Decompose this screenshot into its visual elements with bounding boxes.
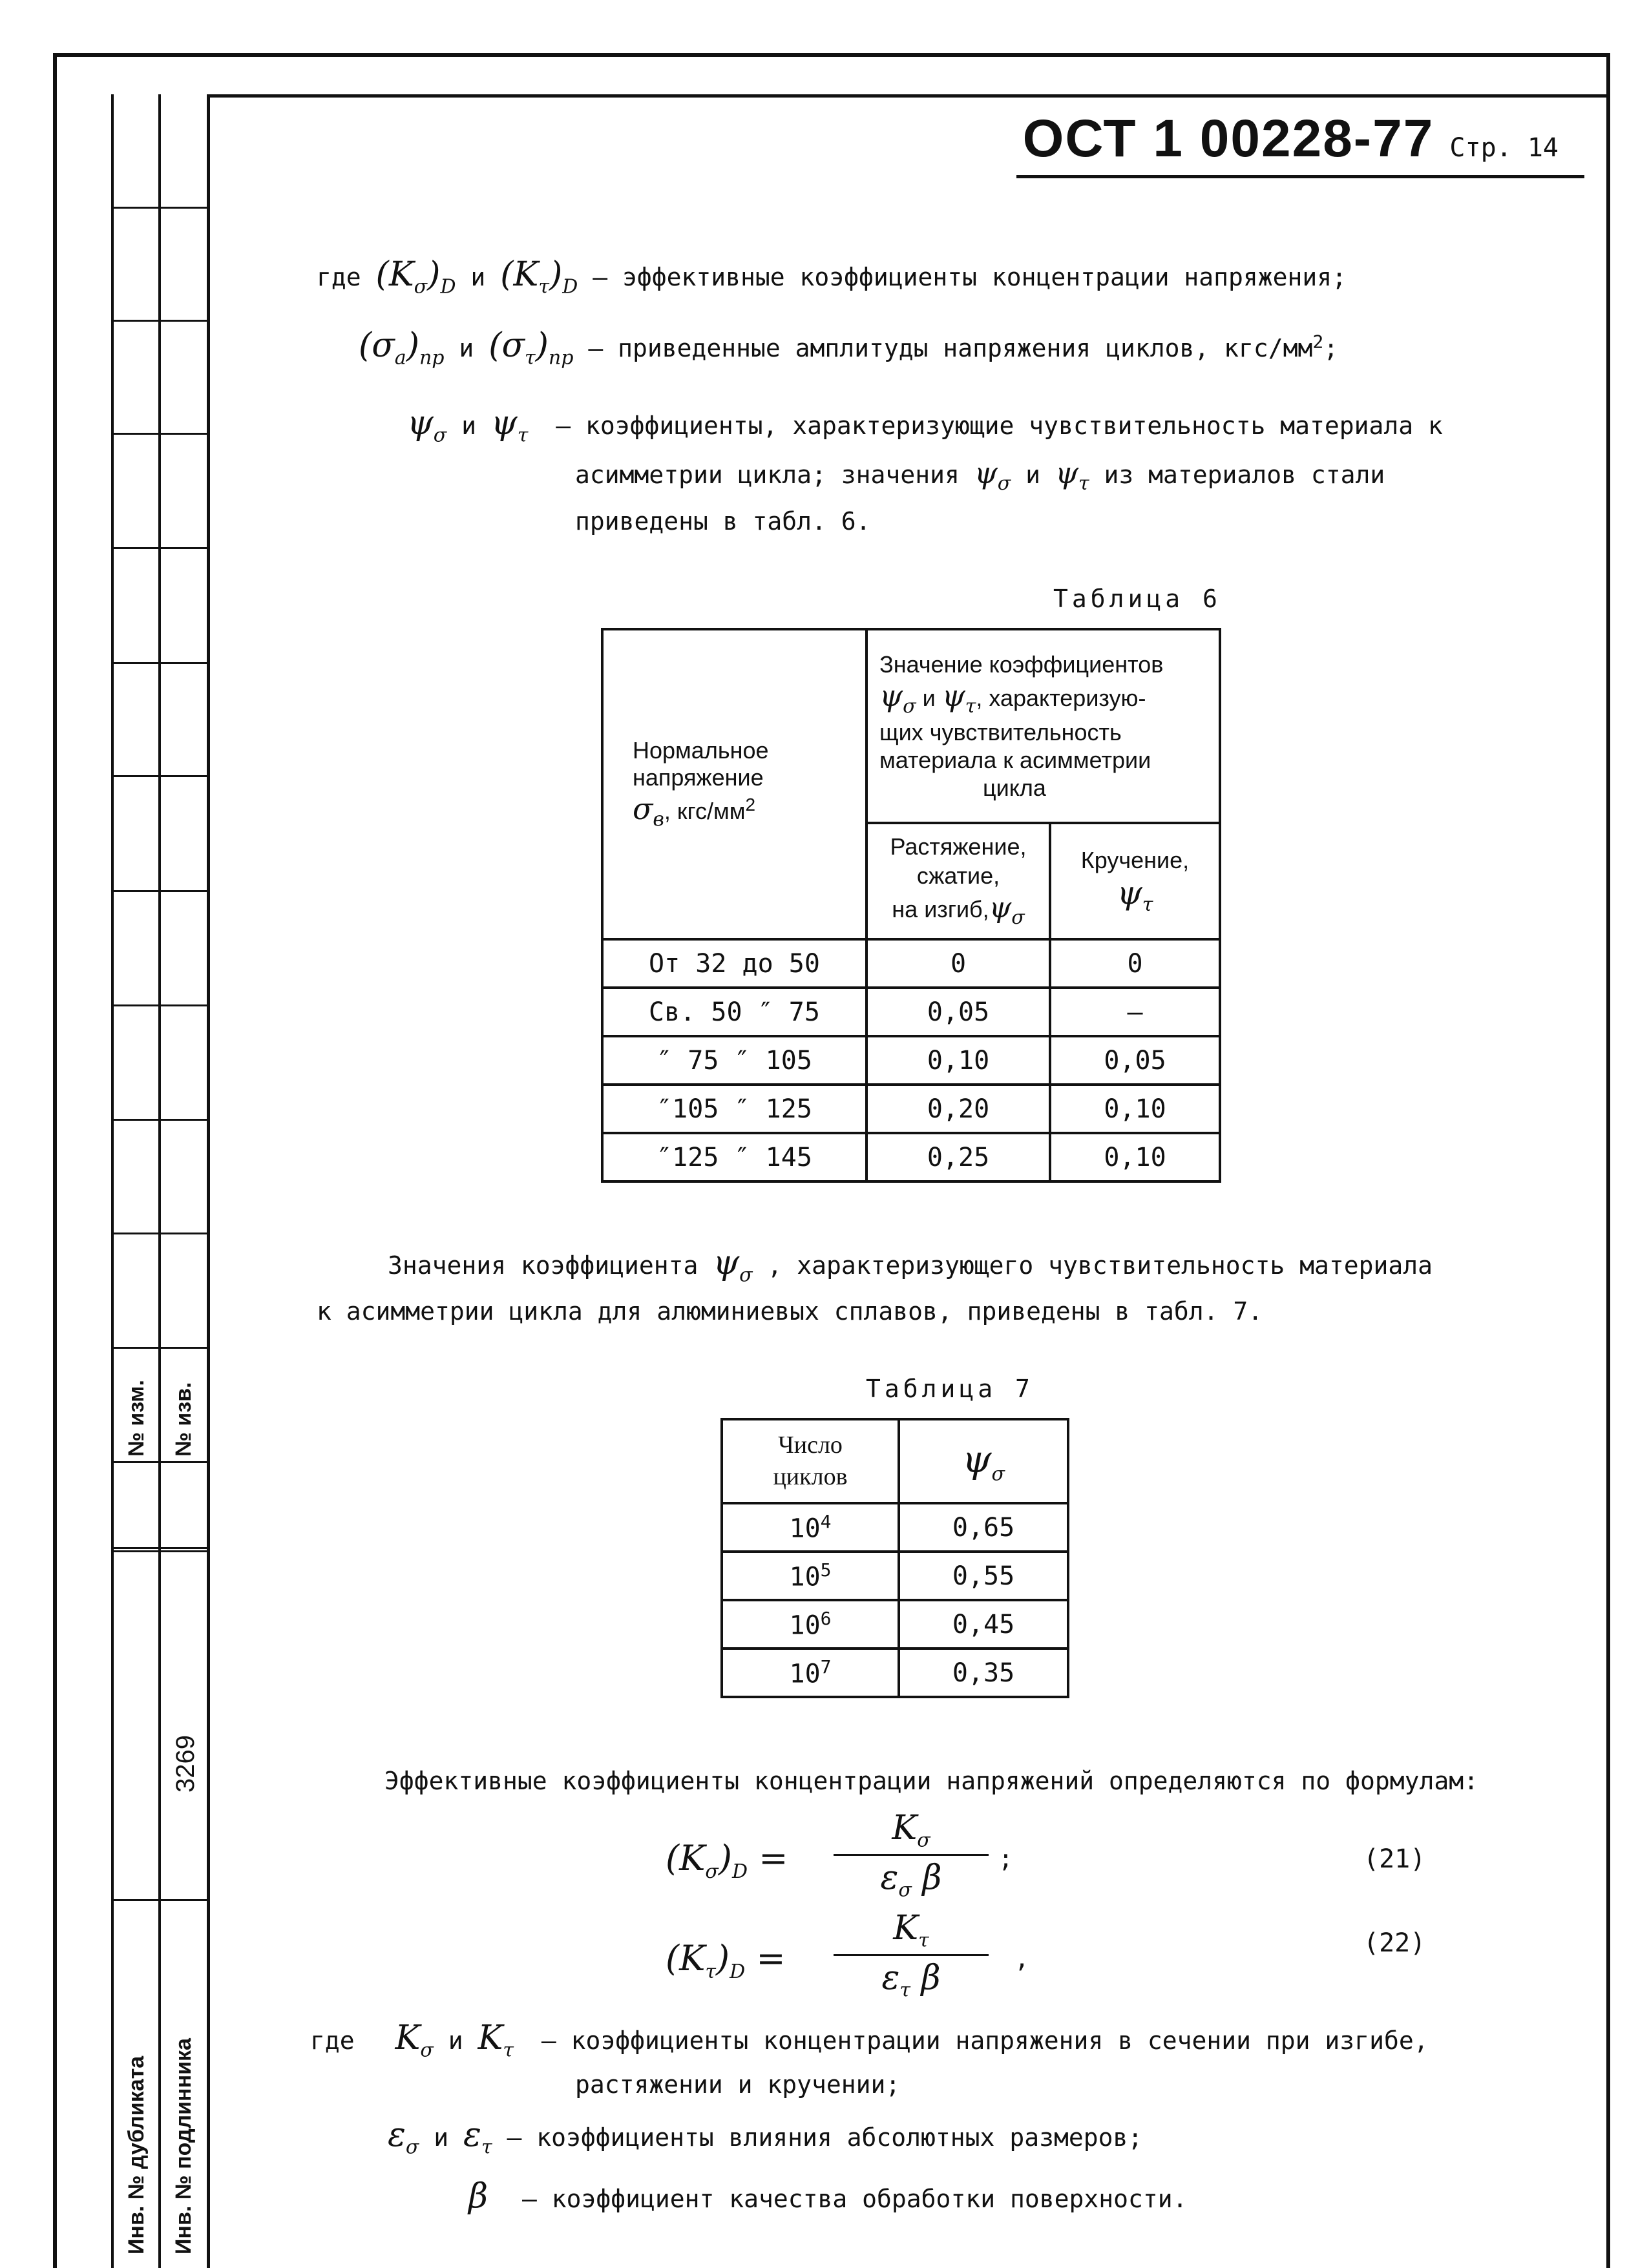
psi-sigma-symbol: $\psi_\sigma$	[407, 404, 447, 447]
table6-caption: Таблица 6	[1053, 585, 1221, 613]
stamp-rule	[111, 1233, 207, 1234]
stamp-rule	[111, 320, 207, 322]
psi-tau-symbol: $\psi_\tau$	[490, 404, 529, 447]
legend-line-4: β – коэффициент качества обработки поверхности.	[468, 2177, 1188, 2216]
definition-1: где $(K_\sigma)_D$ и $(K_\tau)_D$ – эффективные коэффициенты концентрации напряжения;	[317, 255, 1347, 298]
k-tau-d-symbol: $(K_\tau)_D$	[500, 255, 578, 298]
stamp-rule	[111, 1550, 207, 1552]
stamp-rule	[111, 662, 207, 664]
table-row: От 32 до 50 0 0	[602, 939, 1220, 988]
formula22-sep: ,	[1014, 1944, 1029, 1973]
legend-line-1: где $K_\sigma$ и $K_\tau$ – коэффициенты концентрации напряжения в сечении при изгибе,	[310, 2019, 1429, 2062]
table-row: $10^6$ 0,45	[722, 1600, 1068, 1649]
def3-line2b: из материалов стали	[1104, 461, 1385, 489]
legend-line-3: $\varepsilon_\sigma$ и $\varepsilon_\tau$ – коэффициенты влияния абсолютных размеров;	[388, 2116, 1143, 2159]
stamp-rule	[111, 775, 207, 777]
stamp-rule	[111, 433, 207, 435]
stamp-rule	[111, 1899, 207, 1901]
definition-2: $(\sigma_a)_{пр}$ и $(\sigma_\tau)_{пр}$ – приведенные амплитуды напряжения циклов, кгс/$мм^2$;	[359, 326, 1339, 369]
table-row: ″105 ″ 125 0,20 0,10	[602, 1085, 1220, 1133]
table7-caption: Таблица 7	[866, 1375, 1034, 1403]
para-alu-line-2: к асимметрии цикла для алюминиевых сплавов, приведены в табл. 7.	[317, 1297, 1263, 1326]
formula22-fraction: $K_\tau$ $\varepsilon_\tau$ β	[834, 1909, 989, 2002]
table-row: Св. 50 ″ 75 0,05 –	[602, 988, 1220, 1036]
table-row: ″125 ″ 145 0,25 0,10	[602, 1133, 1220, 1181]
header-underline	[1016, 175, 1584, 178]
stamp-rule	[111, 890, 207, 892]
stamp-izv: № изв.	[171, 1382, 196, 1457]
formula21-fraction: $K_\sigma$ $\varepsilon_\sigma$ β	[834, 1809, 989, 1902]
def1-prefix: где	[317, 263, 361, 291]
formula-intro: Эффективные коэффициенты концентрации напряжений определяются по формулам:	[384, 1767, 1478, 1795]
table7-head-psi: $\psi_\sigma$	[899, 1419, 1068, 1503]
stamp-rule	[111, 1461, 207, 1463]
table-row: $10^4$ 0,65	[722, 1503, 1068, 1552]
table-6	[601, 628, 1221, 1183]
stamp-rule	[111, 547, 207, 549]
stamp-rule	[111, 1119, 207, 1121]
stamp-rule	[111, 1547, 207, 1549]
table6-head-coeffs: Значение коэффициентов $\psi_\sigma$ и $\psi_\tau$, характеризую- щих чувствительность материала к асимметрии цикла	[867, 629, 1220, 823]
table-row: $10^7$ 0,35	[722, 1649, 1068, 1697]
def1-and: и	[470, 263, 486, 291]
formula22-lhs: $(K_\tau)_D$ =	[666, 1938, 786, 1983]
def3-line1: коэффициенты, характеризующие чувствительность материала к	[585, 411, 1443, 440]
psi-sigma-symbol: $\psi_\sigma$	[713, 1243, 753, 1287]
stamp-izm: № изм.	[124, 1380, 149, 1457]
standard-code: ОСТ 1 00228-77	[1022, 109, 1434, 168]
sigma-tau-pr-symbol: $(\sigma_\tau)_{пр}$	[488, 326, 574, 369]
formula21-sep: ;	[998, 1844, 1013, 1873]
formula21-number: (21)	[1363, 1844, 1426, 1874]
page-number: Стр. 14	[1449, 133, 1559, 163]
def1-text: эффективные коэффициенты концентрации напряжения;	[622, 263, 1347, 291]
table6-head-stress: Нормальное напряжение $\sigma_в$, кгс/$мм^2$	[602, 629, 867, 939]
stamp-rule	[111, 1004, 207, 1006]
stamp-column-b	[158, 94, 207, 2268]
formula22-number: (22)	[1363, 1928, 1426, 1958]
sigma-a-pr-symbol: $(\sigma_a)_{пр}$	[359, 326, 445, 369]
legend-line-2: растяжении и кручении;	[575, 2070, 901, 2099]
document-header	[1023, 109, 1559, 169]
stamp-dubl: Инв. № дубликата	[124, 2055, 149, 2254]
para-alu-line-1: Значения коэффициента $\psi_\sigma$ , характеризующего чувствительность материала	[388, 1243, 1433, 1287]
stamp-column-a	[111, 94, 160, 2268]
stamp-podl: Инв. № подлинника	[171, 2038, 196, 2254]
definition-3-line-1: $\psi_\sigma$ и $\psi_\tau$ – коэффициенты, характеризующие чувствительность материала к	[407, 404, 1443, 447]
table-row: $10^5$ 0,55	[722, 1552, 1068, 1600]
formula21-lhs: $(K_\sigma)_D$ =	[666, 1838, 788, 1883]
definition-3-line-2: асимметрии цикла; значения $\psi_\sigma$ и $\psi_\tau$ из материалов стали	[575, 455, 1385, 495]
k-sigma-d-symbol: $(K_\sigma)_D$	[375, 255, 456, 298]
table6-head-torsion: Кручение, $\psi_\tau$	[1050, 823, 1220, 939]
stamp-rule	[111, 207, 207, 209]
table6-head-tension: Растяжение, сжатие, на $изгиб,\psi_\sigma$	[867, 823, 1050, 939]
def3-line2a: асимметрии цикла; значения	[575, 461, 960, 489]
table7-head-cycles: Число циклов	[722, 1419, 899, 1503]
definition-3-line-3: приведены в табл. 6.	[575, 507, 871, 536]
stamp-number: 3269	[171, 1735, 200, 1793]
def2-text: приведенные амплитуды напряжения циклов, кгс/мм	[618, 334, 1313, 362]
def3-and: и	[1025, 461, 1041, 489]
table-row: ″ 75 ″ 105 0,10 0,05	[602, 1036, 1220, 1085]
stamp-rule	[111, 1347, 207, 1349]
table-7	[720, 1418, 1069, 1698]
